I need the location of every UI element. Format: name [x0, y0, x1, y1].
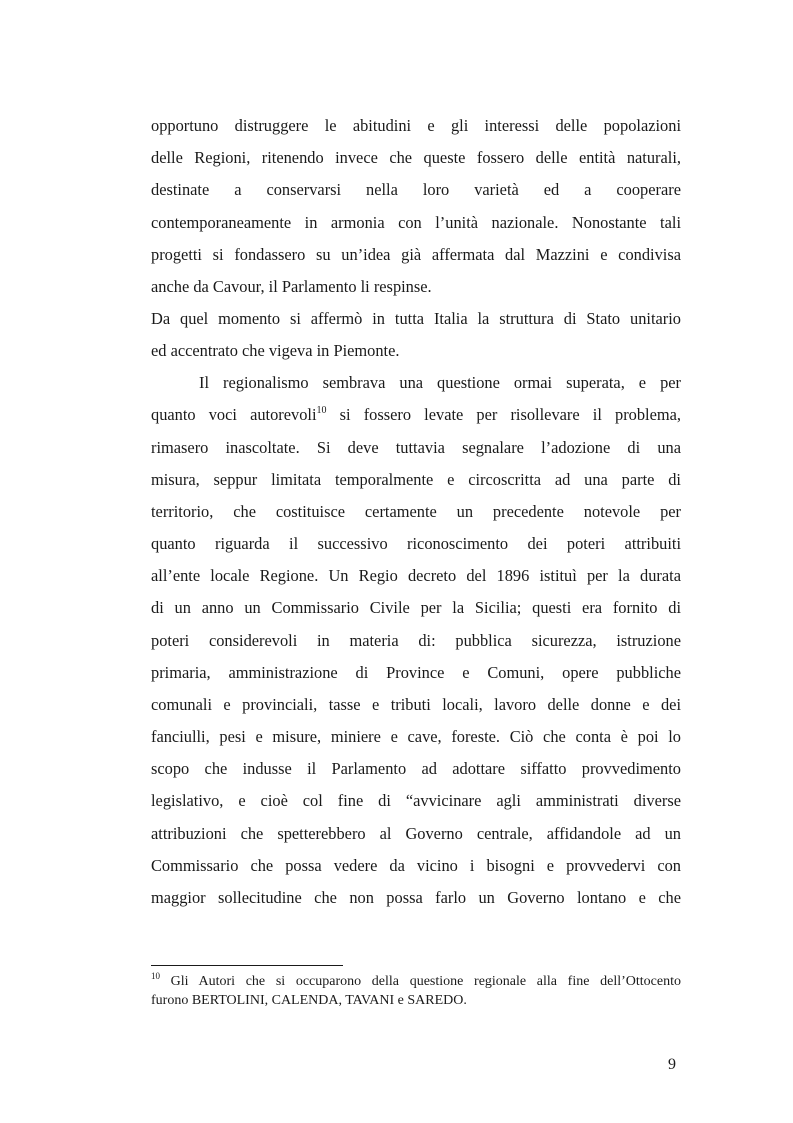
- body-line: contemporaneamente in armonia con l’unità nazionale. Nonostante tali: [151, 213, 681, 232]
- footnote-text: Gli Autori che si occuparono della questione regionale alla fine dell’Ottocento: [160, 974, 681, 989]
- body-line-part: si fossero levate per risollevare il problema,: [326, 405, 681, 424]
- body-line: fanciulli, pesi e misure, miniere e cave, foreste. Ciò che conta è poi lo: [151, 727, 681, 746]
- paragraph-first-line: Il regionalismo sembrava una questione ormai superata, e per: [199, 373, 681, 392]
- footnote-line: furono BERTOLINI, CALENDA, TAVANI e SAREDO.: [151, 993, 467, 1008]
- body-line-with-footnote-ref: [151, 405, 681, 425]
- body-line: quanto riguarda il successivo riconoscimento dei poteri attribuiti: [151, 534, 681, 553]
- footnote-separator: [151, 965, 343, 966]
- body-line: di un anno un Commissario Civile per la Sicilia; questi era fornito di: [151, 598, 681, 617]
- body-line: legislativo, e cioè col fine di “avvicinare agli amministrati diverse: [151, 791, 681, 810]
- footnote-reference[interactable]: 10: [316, 405, 327, 416]
- footnote-line: [151, 973, 681, 991]
- body-line: anche da Cavour, il Parlamento li respinse.: [151, 277, 432, 296]
- body-line: all’ente locale Regione. Un Regio decreto del 1896 istituì per la durata: [151, 566, 681, 585]
- body-line: rimasero inascoltate. Si deve tuttavia segnalare l’adozione di una: [151, 438, 681, 457]
- body-line: scopo che indusse il Parlamento ad adottare siffatto provvedimento: [151, 759, 681, 778]
- body-line: maggior sollecitudine che non possa farlo un Governo lontano e che: [151, 888, 681, 907]
- footnote-number: 10: [151, 971, 160, 981]
- body-line: ed accentrato che vigeva in Piemonte.: [151, 341, 400, 360]
- body-line: delle Regioni, ritenendo invece che queste fossero delle entità naturali,: [151, 148, 681, 167]
- body-line: comunali e provinciali, tasse e tributi locali, lavoro delle donne e dei: [151, 695, 681, 714]
- body-line: progetti si fondassero su un’idea già affermata dal Mazzini e condivisa: [151, 245, 681, 264]
- body-line: poteri considerevoli in materia di: pubblica sicurezza, istruzione: [151, 631, 681, 650]
- body-line: Da quel momento si affermò in tutta Italia la struttura di Stato unitario: [151, 309, 681, 328]
- body-line: territorio, che costituisce certamente un precedente notevole per: [151, 502, 681, 521]
- body-line: destinate a conservarsi nella loro varietà ed a cooperare: [151, 180, 681, 199]
- body-line: Commissario che possa vedere da vicino i bisogni e provvedervi con: [151, 856, 681, 875]
- page-number: 9: [668, 1056, 676, 1073]
- body-line-part: quanto voci autorevoli: [151, 405, 317, 424]
- body-line: primaria, amministrazione di Province e Comuni, opere pubbliche: [151, 663, 681, 682]
- body-line: attribuzioni che spetterebbero al Governo centrale, affidandole ad un: [151, 824, 681, 843]
- body-line: opportuno distruggere le abitudini e gli interessi delle popolazioni: [151, 116, 681, 135]
- body-line: misura, seppur limitata temporalmente e circoscritta ad una parte di: [151, 470, 681, 489]
